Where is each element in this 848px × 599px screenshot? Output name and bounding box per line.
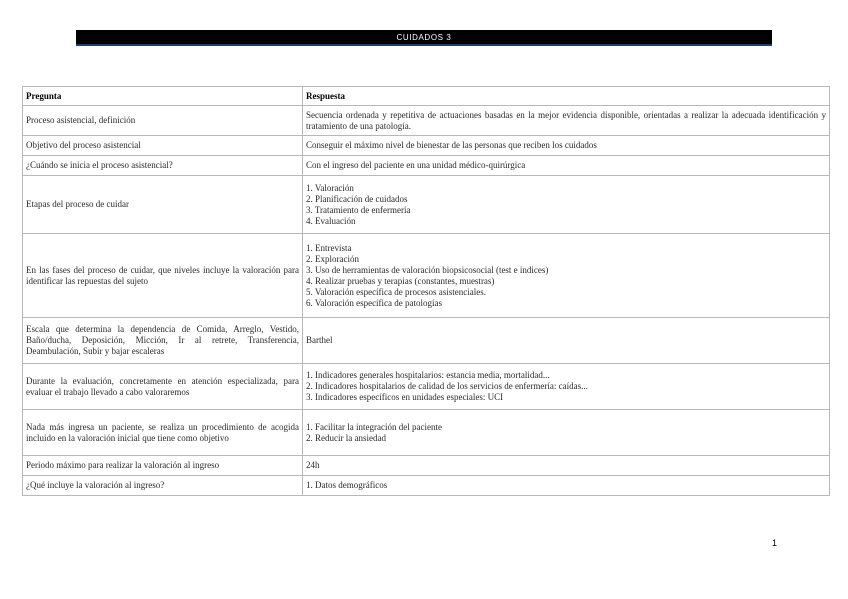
table-row	[23, 410, 830, 456]
answer-cell	[303, 410, 830, 456]
answer-line: Con el ingreso del paciente en una unidad médico-quirúrgica	[306, 160, 526, 170]
table-row	[23, 318, 830, 364]
answer-line: 4. Realizar pruebas y terapias (constantes, muestras)	[306, 275, 495, 286]
table-row	[23, 156, 830, 176]
answer-cell	[303, 234, 830, 318]
document-title: CUIDADOS 3	[396, 33, 452, 42]
answer-cell	[303, 364, 830, 410]
question-cell: Objetivo del proceso asistencial	[23, 136, 303, 156]
answer-line: 3. Indicadores específicos en unidades especiales: UCI	[306, 392, 504, 402]
answer-cell	[303, 456, 830, 476]
question-cell: Etapas del proceso de cuidar	[23, 176, 303, 234]
question-cell: Periodo máximo para realizar la valoración al ingreso	[23, 456, 303, 476]
answer-line: 3. Uso de herramientas de valoración biopsicosocial (test e indices)	[306, 264, 549, 275]
column-header-question: Pregunta	[23, 87, 303, 106]
answer-line: Conseguir el máximo nivel de bienestar de las personas que reciben los cuidados	[306, 140, 597, 150]
question-cell: Durante la evaluación, concretamente en atención especializada, para evaluar el trabajo llevado a cabo valoraremos	[23, 364, 303, 410]
answer-line: 5. Valoración específica de procesos asistenciales.	[306, 286, 487, 297]
column-header-answer: Respuesta	[303, 87, 830, 106]
question-cell: Escala que determina la dependencia de Comida, Arreglo, Vestido, Baño/ducha, Deposición, Micción, Ir al retrete, Transferencia, Deambulación, Subir y bajar escaleras	[23, 318, 303, 364]
answer-line: 4. Evaluación	[306, 215, 356, 226]
answer-line: 2. Reducir la ansiedad	[306, 432, 386, 443]
table-row	[23, 106, 830, 136]
question-cell: ¿Cuándo se inicia el proceso asistencial?	[23, 156, 303, 176]
table-row	[23, 234, 830, 318]
answer-line: 1. Valoración	[306, 182, 354, 193]
answer-line: Barthel	[306, 335, 333, 345]
answer-cell	[303, 156, 830, 176]
question-cell: Proceso asistencial, definición	[23, 106, 303, 136]
table-header-row	[23, 87, 830, 106]
question-cell: ¿Qué incluye la valoración al ingreso?	[23, 476, 303, 496]
table-row	[23, 456, 830, 476]
answer-line: 1. Datos demográficos	[306, 480, 388, 490]
answer-line: 2. Indicadores hospitalarios de calidad de los servicios de enfermería: caídas...	[306, 381, 588, 391]
header-bar	[76, 30, 772, 46]
answer-line: 3. Tratamiento de enfermería	[306, 204, 411, 215]
answer-line: Secuencia ordenada y repetitiva de actuaciones basadas en la mejor evidencia disponible, orientadas a realizar la adecuada identificación y tratamiento de una patología.	[306, 109, 826, 131]
answer-cell	[303, 476, 830, 496]
page-number: 1	[772, 538, 778, 548]
answer-line: 1. Entrevista	[306, 242, 352, 253]
answer-cell	[303, 136, 830, 156]
answer-line: 2. Planificación de cuidados	[306, 193, 408, 204]
table-row	[23, 364, 830, 410]
question-cell: En las fases del proceso de cuidar, que niveles incluye la valoración para identificar las repuestas del sujeto	[23, 234, 303, 318]
answer-line: 24h	[306, 460, 320, 470]
table-row	[23, 176, 830, 234]
table-row	[23, 476, 830, 496]
answer-line: 1. Indicadores generales hospitalarios: estancia media, mortalidad...	[306, 370, 550, 380]
answer-line: 2. Exploración	[306, 253, 359, 264]
table-row	[23, 136, 830, 156]
answer-cell	[303, 318, 830, 364]
answer-line: 1. Facilitar la integración del paciente	[306, 421, 442, 432]
answer-cell	[303, 106, 830, 136]
answer-line: 6. Valoración específica de patologías	[306, 297, 443, 308]
qa-table	[22, 86, 830, 496]
question-cell: Nada más ingresa un paciente, se realiza un procedimiento de acogida incluido en la valoración inicial que tiene como objetivo	[23, 410, 303, 456]
answer-cell	[303, 176, 830, 234]
